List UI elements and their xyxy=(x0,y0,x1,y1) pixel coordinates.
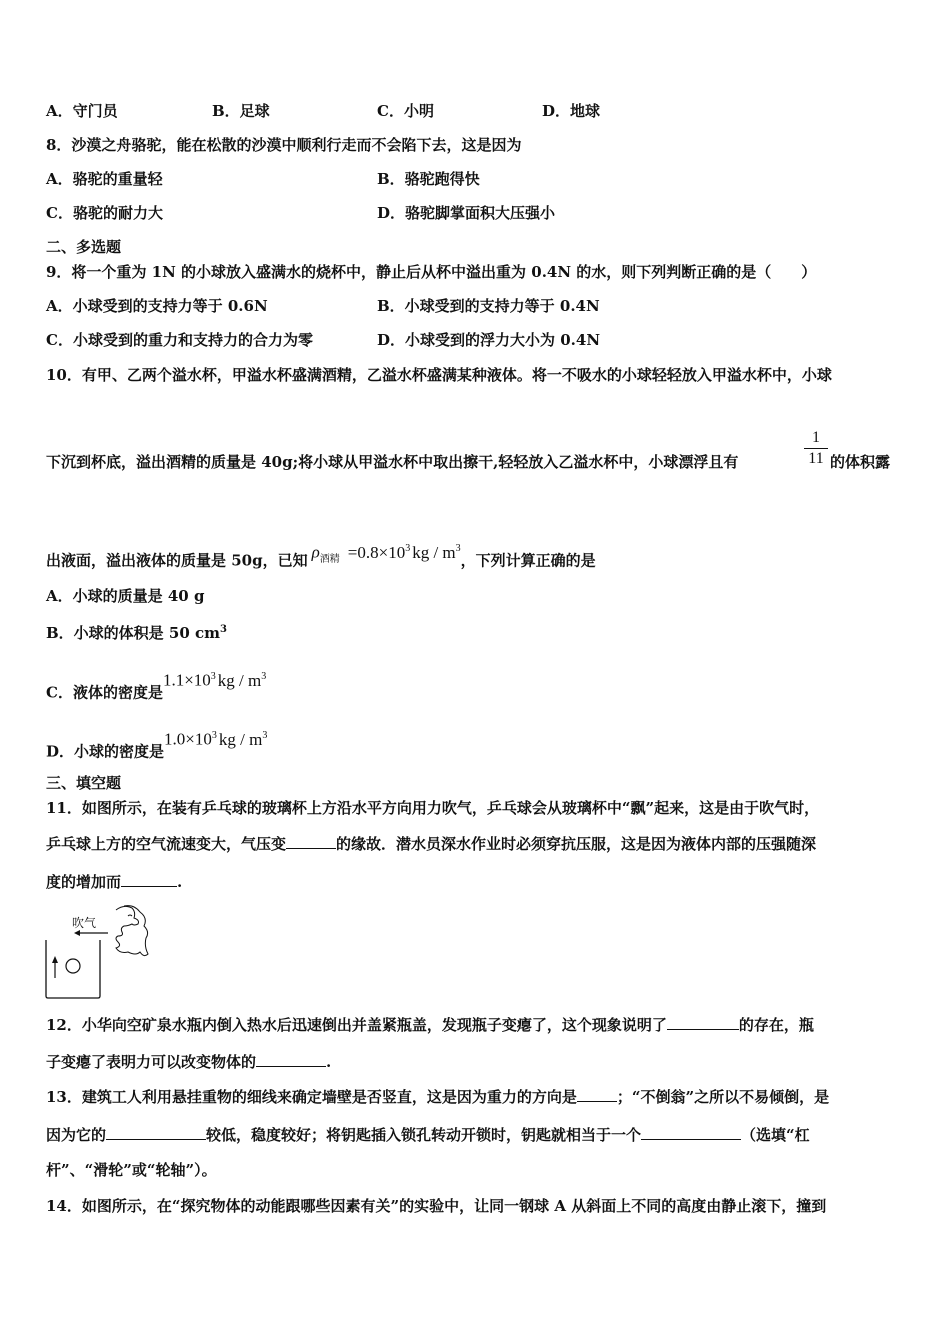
q13-line-1 xyxy=(46,1087,829,1107)
q10-line-2-text: 下沉到杯底，溢出酒精的质量是 40g;将小球从甲溢水杯中取出擦干,轻轻放入乙溢水杯中，小球漂浮且有 xyxy=(46,453,739,471)
answer-blank[interactable] xyxy=(121,872,177,887)
q13-line-3: 杆”、“滑轮”或“轮轴”）。 xyxy=(46,1161,217,1179)
q11-line-2-text: 乒乓球上方的空气流速变大，气压变 xyxy=(46,835,287,853)
q9-option-c: C．小球受到的重力和支持力的合力为零 xyxy=(46,331,313,349)
formula-value: =0.8×10 xyxy=(347,542,406,562)
q9-option-d: D．小球受到的浮力大小为 0.4N xyxy=(377,331,601,349)
q8-option-b: B．骆驼跑得快 xyxy=(377,170,480,188)
q11-line-3-end: . xyxy=(177,873,183,891)
q10-option-b xyxy=(46,620,227,643)
q8-option-d: D．骆驼脚掌面积大压强小 xyxy=(377,204,556,222)
answer-blank[interactable] xyxy=(577,1087,617,1102)
q7-option-b: B．足球 xyxy=(212,102,270,120)
rho-subscript: 酒精 xyxy=(319,554,340,566)
q10-option-b-text: B．小球的体积是 50 cm xyxy=(46,624,221,642)
section-heading-fill-in: 三、填空题 xyxy=(46,774,122,792)
q7-option-c: C．小明 xyxy=(377,102,434,120)
alcohol-density-formula xyxy=(312,539,461,570)
formula-unit-exponent: 3 xyxy=(262,730,268,741)
answer-blank[interactable] xyxy=(667,1015,739,1030)
q10-option-d xyxy=(46,726,267,762)
formula-unit-exponent: 3 xyxy=(261,671,267,682)
q9-stem: 9．将一个重为 1N 的小球放入盛满水的烧杯中，静止后从杯中溢出重为 0.4N 的水，则下列判断正确的是（ ） xyxy=(46,263,817,281)
formula-unit: kg / m xyxy=(412,542,456,562)
blow-label: 吹气 xyxy=(72,916,97,930)
q7-option-d: D．地球 xyxy=(542,102,601,120)
q10-line-3-end: ，下列计算正确的是 xyxy=(460,551,596,570)
q11-line-3-text: 度的增加而 xyxy=(46,873,122,891)
answer-blank[interactable] xyxy=(256,1052,326,1067)
formula-unit: kg / m xyxy=(217,670,262,690)
q11-line-2-end: 的缘故．潜水员深水作业时必须穿抗压服，这是因为液体内部的压强随深 xyxy=(336,835,817,853)
glass-cup-outline xyxy=(46,940,100,998)
q10-line-2-end: 的体积露 xyxy=(830,453,891,471)
q13-line-2-end: （选填“杠 xyxy=(741,1126,810,1144)
fraction-denominator: 11 xyxy=(808,450,824,467)
q10-line-1: 10．有甲、乙两个溢水杯，甲溢水杯盛满酒精，乙溢水杯盛满某种液体。将一不吸水的小球轻轻放入甲溢水杯中，小球 xyxy=(46,366,832,384)
q10-line-3-text: 出液面，溢出液体的质量是 50g，已知 xyxy=(46,551,308,570)
q8-option-a: A．骆驼的重量轻 xyxy=(46,170,163,188)
face-profile xyxy=(116,906,148,956)
formula-value: 1.1×10 xyxy=(162,670,211,690)
q8-option-c: C．骆驼的耐力大 xyxy=(46,204,163,222)
q12-line-1-end: 的存在，瓶 xyxy=(738,1016,814,1034)
q8-stem: 8．沙漠之舟骆驼，能在松散的沙漠中顺利行走而不会陷下去，这是因为 xyxy=(46,136,522,154)
q12-line-2 xyxy=(46,1052,331,1072)
q11-line-3 xyxy=(46,872,182,892)
section-heading-multiple-choice: 二、多选题 xyxy=(46,238,122,256)
blowing-cup-diagram xyxy=(44,902,164,1002)
face-eye xyxy=(128,915,132,916)
answer-blank[interactable] xyxy=(106,1125,206,1140)
formula-exponent: 3 xyxy=(405,543,411,554)
q13-line-2-text: 因为它的 xyxy=(46,1126,107,1144)
answer-blank[interactable] xyxy=(641,1125,741,1140)
formula-value: 1.0×10 xyxy=(164,729,212,749)
formula-exponent: 3 xyxy=(210,671,216,682)
q10-option-b-exponent: 3 xyxy=(220,624,227,635)
q13-line-1-text: 13．建筑工人利用悬挂重物的细线来确定墙壁是否竖直，这是因为重力的方向是 xyxy=(46,1088,577,1106)
q10-option-c-text: C．液体的密度是 xyxy=(46,683,163,702)
q10-option-c-formula xyxy=(163,667,266,691)
blowing-cup-figure xyxy=(44,902,164,1002)
q9-option-a: A．小球受到的支持力等于 0.6N xyxy=(46,297,268,315)
q10-option-d-text: D．小球的密度是 xyxy=(46,742,165,761)
rho-symbol: ρ xyxy=(311,542,320,562)
q12-line-1-text: 12．小华向空矿泉水瓶内倒入热水后迅速倒出并盖紧瓶盖，发现瓶子变瘪了，这个现象说明了 xyxy=(46,1016,667,1034)
q13-line-2 xyxy=(46,1125,810,1145)
formula-unit: kg / m xyxy=(218,729,263,749)
q10-line-3 xyxy=(46,539,596,571)
fraction-one-eleventh xyxy=(804,428,828,469)
q11-line-1: 11．如图所示，在装有乒乓球的玻璃杯上方沿水平方向用力吹气，乒乓球会从玻璃杯中“飘”起来，这是由于吹气时， xyxy=(46,799,820,817)
q11-line-2 xyxy=(46,834,816,854)
q14-line-1: 14．如图所示，在“探究物体的动能跟哪些因素有关”的实验中，让同一钢球 A 从斜面上不同的高度由静止滚下，撞到 xyxy=(46,1197,827,1215)
q10-option-c xyxy=(46,667,266,703)
q10-line-2 xyxy=(46,452,738,472)
q10-option-d-formula xyxy=(164,726,267,750)
q12-line-1 xyxy=(46,1015,814,1035)
q7-option-a: A．守门员 xyxy=(46,102,118,120)
q12-line-2-end: . xyxy=(326,1053,332,1071)
up-arrow-head xyxy=(52,956,58,963)
q10-option-a: A．小球的质量是 40 g xyxy=(46,587,205,605)
formula-exponent: 3 xyxy=(211,730,217,741)
answer-blank[interactable] xyxy=(286,834,336,849)
q13-line-2-mid: 较低，稳度较好；将钥匙插入锁孔转动开锁时，钥匙就相当于一个 xyxy=(206,1126,642,1144)
q12-line-2-text: 子变瘪了表明力可以改变物体的 xyxy=(46,1053,257,1071)
formula-unit-exponent: 3 xyxy=(455,543,461,554)
q13-line-1-end: ；“不倒翁”之所以不易倾倒，是 xyxy=(616,1088,830,1106)
fraction-numerator: 1 xyxy=(804,428,828,449)
ping-pong-ball xyxy=(66,959,80,973)
q9-option-b: B．小球受到的支持力等于 0.4N xyxy=(377,297,600,315)
